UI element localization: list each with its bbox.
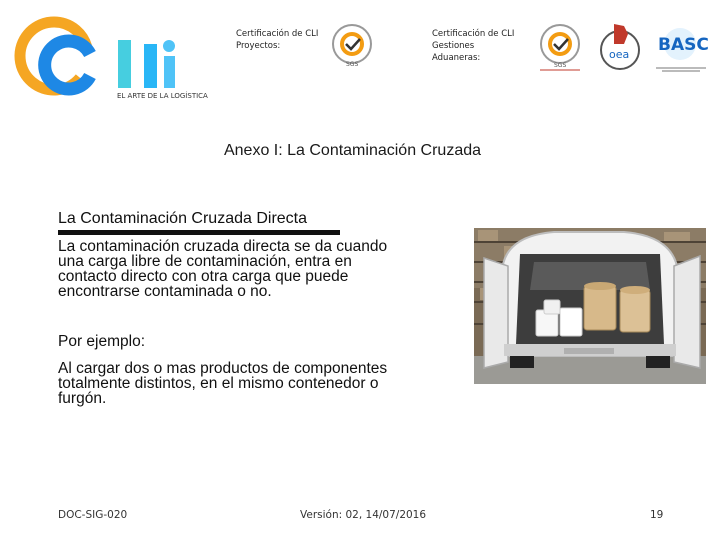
svg-text:BASC: BASC — [658, 35, 709, 55]
paragraph-line: encontrarse contaminada o no. — [58, 283, 272, 300]
paragraph-line: La contaminación cruzada directa se da cuando — [58, 238, 388, 255]
slide-title: Anexo I: La Contaminación Cruzada — [223, 142, 482, 159]
van-cargo-photo — [474, 228, 706, 384]
page-number: 19 — [650, 509, 664, 521]
document-code: DOC-SIG-020 — [58, 509, 128, 521]
cert-projects-label — [236, 28, 318, 52]
paragraph-line: una carga libre de contaminación, entra en — [58, 253, 352, 270]
example-line: furgón. — [58, 390, 107, 407]
section-subheading: La Contaminación Cruzada Directa — [58, 210, 308, 227]
sgs-seal-icon — [536, 22, 584, 79]
cert-projects-line1: Certificación de CLI — [236, 29, 319, 39]
svg-text:SGS: SGS — [346, 61, 359, 68]
logo-tagline: EL ARTE DE LA LOGÍSTICA — [117, 92, 208, 100]
oea-seal-icon — [598, 20, 642, 81]
cert-projects-line2: Proyectos: — [236, 41, 281, 51]
paragraph-line: contacto directo con otra carga que puede — [58, 268, 349, 285]
example-line: totalmente distintos, en el mismo contenedor o — [58, 375, 379, 392]
svg-text:oea: oea — [609, 48, 630, 61]
example-label: Por ejemplo: — [58, 333, 146, 350]
cert-customs-line1: Certificación de CLI — [432, 29, 515, 39]
cli-logo — [12, 14, 222, 106]
version-label: Versión: 02, 14/07/2016 — [300, 509, 427, 521]
example-paragraph — [58, 361, 457, 406]
example-line: Al cargar dos o mas productos de componentes — [58, 360, 388, 377]
cert-customs-label — [432, 28, 514, 64]
subheading-underline — [58, 230, 340, 235]
cert-customs-line2: Gestiones — [432, 41, 475, 51]
cert-customs-line3: Aduaneras: — [432, 53, 481, 63]
basc-seal-icon — [652, 24, 710, 79]
definition-paragraph — [58, 239, 457, 299]
svg-text:SGS: SGS — [554, 62, 567, 69]
sgs-seal-icon — [328, 22, 376, 75]
